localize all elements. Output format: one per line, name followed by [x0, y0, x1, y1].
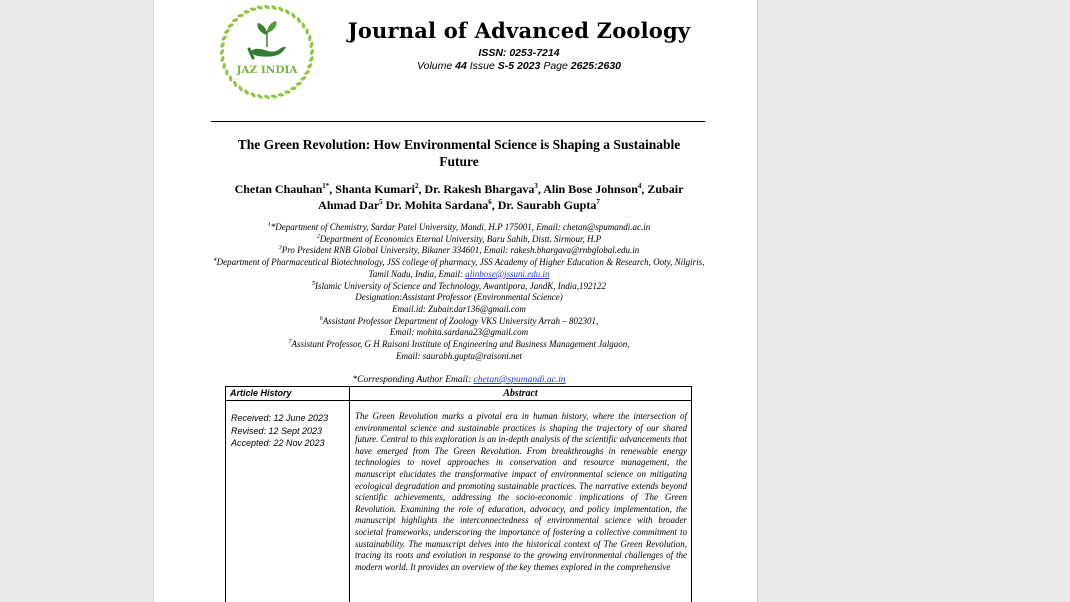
journal-logo	[218, 3, 316, 101]
logo-leaf	[309, 41, 314, 48]
logo-leaf	[237, 13, 244, 18]
author-name: Alin Bose Johnson	[543, 182, 638, 196]
affiliation-email-link[interactable]: alinbose@jssuni.edu.in	[465, 268, 550, 279]
logo-leaf	[296, 17, 301, 24]
logo-text: JAZ INDIA	[236, 64, 298, 76]
logo-leaf	[305, 28, 309, 35]
logo-leaf	[270, 94, 277, 99]
affiliation-line: $^1$*Department of Chemistry, Sardar Patel University, Mandi, H.P 175001, Email: chetan@spumandi.ac.in	[267, 222, 651, 232]
page-prefix: Page	[543, 60, 568, 72]
logo-leaf	[232, 80, 237, 87]
author-name: Chetan Chauhan	[234, 182, 323, 196]
affiliation-line: $^3$Pro President RNB Global University, Bikaner 334601, Email: rakesh.bhargava@rnbglobal.edu.in	[278, 245, 640, 256]
logo-leaf	[227, 23, 234, 29]
document-page	[153, 0, 758, 602]
corresponding-author	[209, 375, 709, 385]
article-history-heading: Article History	[226, 387, 350, 401]
author-affiliation-mark: 5	[379, 198, 383, 206]
page-range: 2625:2630	[570, 60, 621, 72]
journal-issn: ISSN: 0253-7214	[478, 47, 560, 59]
logo-leaf	[295, 81, 302, 86]
logo-leaf	[278, 93, 285, 97]
author-name: Dr. Mohita Sardana	[385, 198, 489, 212]
logo-leaf	[219, 48, 225, 55]
logo-leaf	[232, 17, 239, 22]
affiliation-line: $^7$Assistant Professor, G H Raisoni Institute of Engineering and Business Management Jalgaon,	[288, 339, 630, 350]
logo-leaf	[290, 86, 297, 91]
logo-leaf	[263, 94, 270, 100]
affiliation-line: $^6$Assistant Professor Department of Zoology VKS University Arrah – 802301,	[319, 315, 599, 326]
accepted-date: Accepted: 22 Nov 2023	[231, 438, 325, 448]
author-affiliation-mark: 3	[534, 182, 538, 190]
corresponding-label: *Corresponding Author Email:	[352, 375, 474, 385]
logo-leaf	[306, 62, 313, 69]
author-affiliation-mark: 7	[596, 198, 600, 206]
author-name: Shanta Kumari	[335, 182, 415, 196]
journal-title: Journal of Advanced Zoology	[347, 18, 691, 43]
logo-leaf	[222, 63, 226, 70]
author-name: Zubair Ahmad Dar	[318, 182, 684, 212]
logo-leaf	[243, 10, 250, 14]
logo-leaf	[256, 5, 263, 10]
author-affiliation-mark: 1*	[322, 182, 330, 190]
author-name: Dr. Saurabh Gupta	[497, 198, 597, 212]
affiliation-line: $^2$Department of Economics Eternal University, Baru Sahib, Distt. Sirmour, H.P	[316, 233, 602, 244]
logo-leaf	[223, 28, 230, 35]
logo-leaf	[277, 6, 284, 13]
affiliation-line: $^5$Islamic University of Science and Technology, Awantipora, JandK, India,192122	[312, 280, 606, 291]
logo-leaf	[228, 75, 233, 82]
paper-title: The Green Revolution: How Environmental Science is Shaping a Sustainable Future	[237, 137, 681, 169]
jaz-india-logo-icon	[218, 3, 316, 101]
abstract-heading: Abstract	[350, 387, 692, 401]
affiliation-mark: 1	[267, 222, 271, 228]
received-date: Received: 12 June 2023	[231, 413, 329, 423]
author-name: Dr. Rakesh Bhargava	[424, 182, 535, 196]
affiliation-mark: 4	[213, 257, 217, 264]
logo-leaf	[250, 91, 257, 98]
volume-number: 44	[455, 60, 467, 72]
affiliation-line: Email: saurabh.gupta@raisoni.net	[395, 350, 523, 361]
abstract-text: The Green Revolution marks a pivotal era in human history, where the intersection of environmental science and sustainable practices is shaping the trajectory of our shared future. Central to this exploration is an in-depth analysis of the scientific advancements that have emerged from The Green Revolution. From breakthroughs in renewable energy technologies to novel approaches in conservation and resource management, the manuscript elucidates the transformative impact of environmental science on mitigating ecological degradation and promoting sustainable practices. The narrative extends beyond scientific achievements, addressing the socio-economic implications of The Green Revolution. Examining the role of education, advocacy, and policy implementation, the manuscript highlights the interconnectedness of environmental science with broader societal frameworks, underscoring the importance of fostering a collective commitment to sustainability. The manuscript delves into the historical context of The Green Revolution, tracing its roots and evolution in response to the growing environmental challenges of the modern world. It provides an overview of the key themes explored in the comprehensive	[350, 401, 692, 602]
corresponding-email-link[interactable]: chetan@spumandi.ac.in	[473, 375, 566, 385]
affiliation-mark: 3	[278, 245, 282, 252]
logo-leaf	[309, 48, 315, 55]
logo-leaf	[238, 85, 244, 92]
affiliation-mark: 7	[288, 339, 292, 346]
logo-leaf	[270, 4, 277, 10]
affiliation-list	[209, 222, 709, 362]
logo-leaf	[308, 35, 312, 42]
logo-leaf	[308, 55, 314, 62]
affiliation-mark: 6	[319, 315, 323, 322]
article-history-dates	[226, 401, 350, 602]
logo-leaf	[284, 90, 291, 94]
logo-leaf	[290, 12, 296, 19]
affiliation-mark: 5	[312, 280, 315, 287]
logo-leaf	[256, 93, 263, 99]
volume-prefix: Volume	[417, 60, 453, 72]
author-list: Chetan Chauhan$^{1*}$, Shanta Kumari$^2$, Dr. Rakesh Bhargava$^3$, Alin Bose Johnson$^4$, Zubair Ahmad Dar$^5$ Dr. Mohita Sardana$^6$, Dr. Saurabh Gupta$^7$	[234, 182, 684, 212]
author-affiliation-mark: 2	[414, 182, 419, 190]
logo-leaf	[225, 69, 229, 76]
hand-plant-icon	[249, 21, 286, 58]
logo-leaf	[304, 69, 311, 76]
author-affiliation-mark: 4	[637, 182, 642, 190]
affiliation-mark: 2	[316, 233, 320, 240]
logo-leaf	[300, 75, 307, 81]
affiliation-line: Designation:Assistant Professor (Environmental Science)	[355, 292, 563, 303]
affiliation-line: $^4$Department of Pharmaceutical Biotechnology, JSS college of pharmacy, JSS Academy of Higher Education & Research, Ooty, Nilgiris, Tamil Nadu, India, Email: alinbose@jssuni.edu.in	[213, 257, 705, 279]
header-divider	[211, 121, 705, 122]
affiliation-line: Email: mohita.sardana23@gmail.com	[389, 327, 529, 338]
journal-volume-line	[344, 60, 694, 72]
logo-leaf	[263, 4, 270, 10]
logo-leaf	[284, 8, 291, 15]
logo-leaf	[219, 41, 225, 48]
issue-number: S-5 2023	[497, 60, 541, 72]
affiliation-line: Email.id: Zubair.dar136@gmail.com	[392, 303, 526, 314]
logo-leaf	[221, 35, 228, 42]
logo-leaf	[220, 55, 225, 62]
article-info-table	[225, 386, 692, 602]
logo-leaf	[243, 89, 250, 96]
revised-date: Revised: 12 Sept 2023	[231, 425, 323, 436]
logo-leaf	[301, 22, 306, 29]
author-affiliation-mark: 6	[488, 198, 492, 206]
issue-prefix: Issue	[469, 60, 495, 72]
logo-leaf	[250, 7, 257, 11]
